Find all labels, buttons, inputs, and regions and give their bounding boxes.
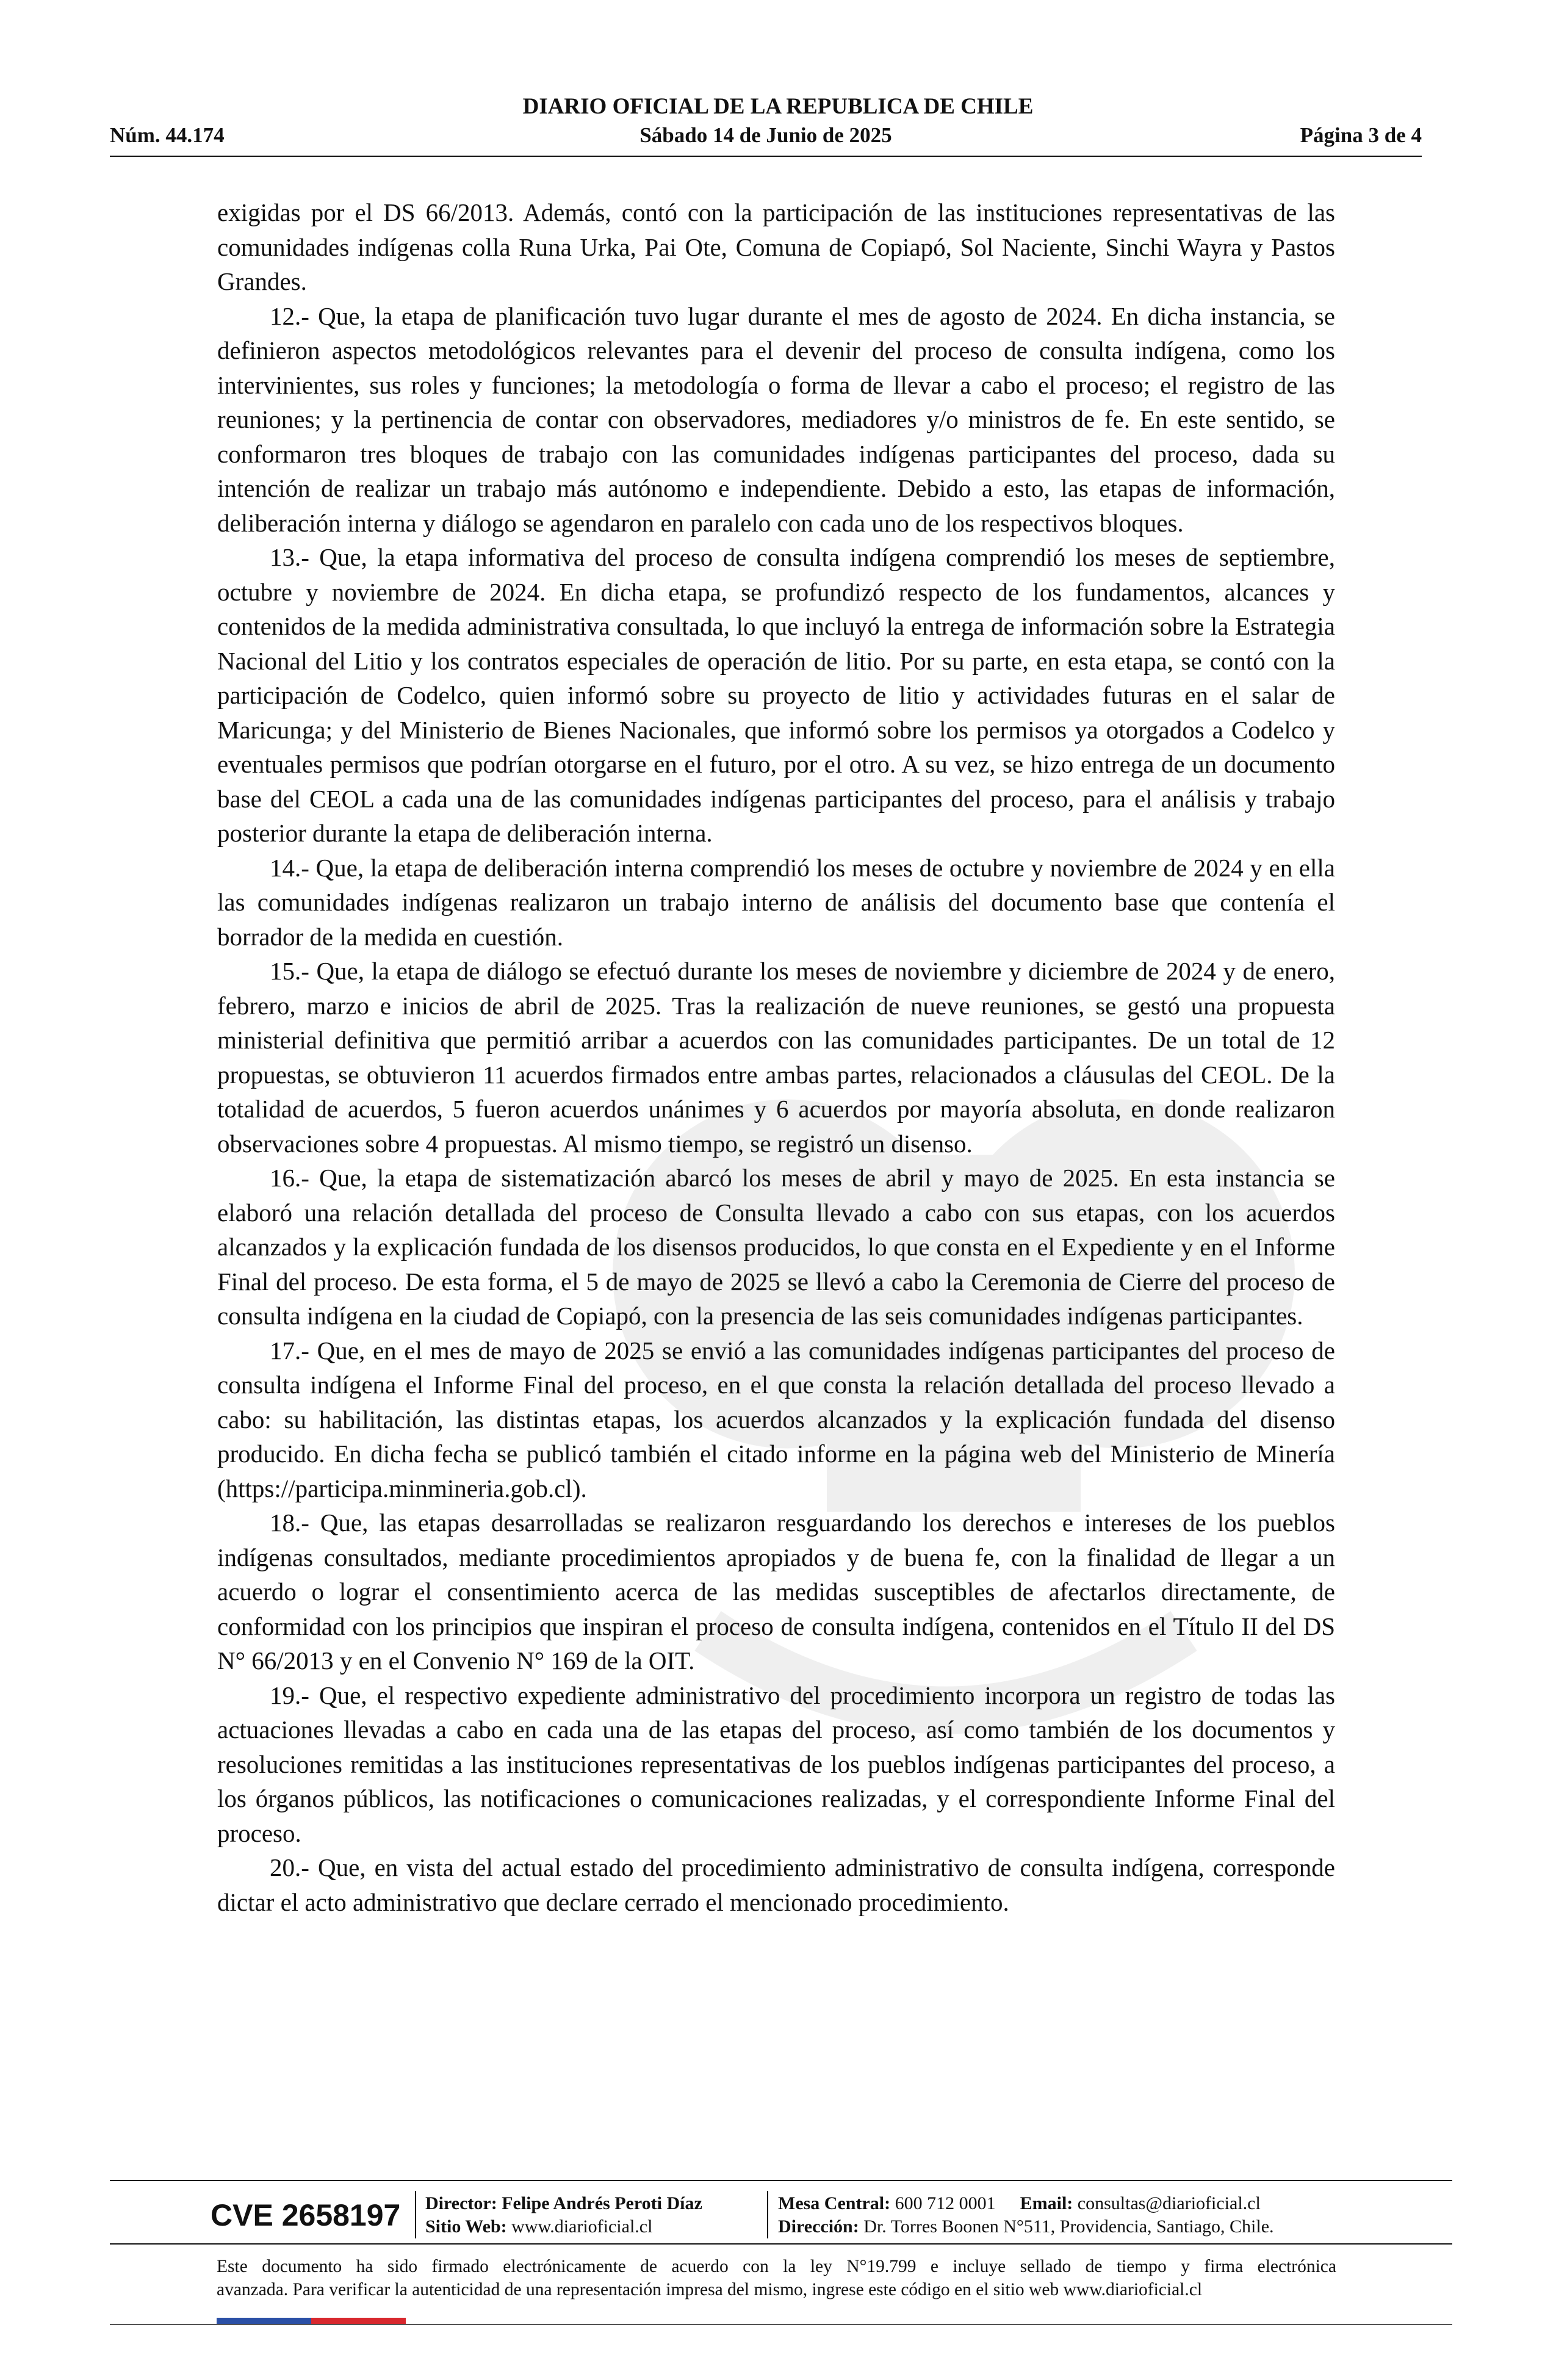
website-link[interactable]: www.diarioficial.cl <box>511 2216 653 2237</box>
footer-divider-bottom <box>110 2324 1452 2325</box>
issue-date: Sábado 14 de Junio de 2025 <box>639 123 892 147</box>
paragraph-20: 20.- Que, en vista del actual estado del procedimiento administrativo de consulta indígena, corresponde dictar el acto administrativo que declare cerrado el mencionado procedimiento. <box>217 1853 1335 1916</box>
director-name: Felipe Andrés Peroti Díaz <box>502 2193 702 2213</box>
paragraph-17: 17.- Que, en el mes de mayo de 2025 se envió a las comunidades indígenas participantes del proceso de consulta indígena el Informe Final del proceso, en el que consta la relación detallada del proceso llevado a cabo: su habilitación, las distintas etapas, los acuerdos alcanzados y la explicación fundada del disenso producido. En dicha fecha se publicó también el citado informe en la página web del Ministerio de Minería (https://participa.minmineria.gob.cl). <box>217 1336 1335 1502</box>
paragraph-continuation: exigidas por el DS 66/2013. Además, contó con la participación de las instituciones representativas de las comunidades indígenas colla Runa Urka, Pai Ote, Comuna de Copiapó, Sol Naciente, Sinchi Wayra y Pastos Grandes. <box>217 198 1335 295</box>
paragraph-14: 14.- Que, la etapa de deliberación interna comprendió los meses de octubre y noviembre de 2024 y en ella las comunidades indígenas realizaron un trabajo interno de análisis del documento base que contenía el borrador de la medida en cuestión. <box>217 853 1335 951</box>
footer-divider-mid <box>110 2243 1452 2245</box>
footer-divider-top <box>110 2180 1452 2181</box>
footer-director-block <box>425 2192 702 2238</box>
header-row <box>110 122 1422 149</box>
newspaper-title: DIARIO OFICIAL DE LA REPUBLICA DE CHILE <box>522 94 1034 119</box>
email-link[interactable]: consultas@diarioficial.cl <box>1077 2193 1261 2213</box>
verification-note-line-1: Este documento ha sido firmado electrónicamente de acuerdo con la ley N°19.799 e incluye sellado de tiempo y firma electrónica <box>217 2257 1336 2276</box>
paragraph-12: 12.- Que, la etapa de planificación tuvo lugar durante el mes de agosto de 2024. En dicha instancia, se definieron aspectos metodológicos relevantes para el devenir del proceso de consulta indígena, como los intervinientes, sus roles y funciones; la metodología o forma de llevar a cabo el proceso; el registro de las reuniones; y la pertinencia de contar con observadores, mediadores y/o ministros de fe. En este sentido, se conformaron tres bloques de trabajo con las comunidades indígenas participantes del proceso, dada su intención de realizar un trabajo más autónomo e independiente. Debido a esto, las etapas de información, deliberación interna y diálogo se agendaron en paralelo con cada uno de los respectivos bloques. <box>217 301 1335 537</box>
page-indicator: Página 3 de 4 <box>1300 123 1422 147</box>
cve-code: CVE 2658197 <box>211 2198 401 2232</box>
footer-contact-block <box>778 2192 1274 2238</box>
paragraph-18: 18.- Que, las etapas desarrolladas se realizaron resguardando los derechos e intereses de los pueblos indígenas consultados, mediante procedimientos apropiados y de buena fe, con la finalidad de llegar a un acuerdo o lograr el consentimiento acerca de las medidas susceptibles de afectarlos directamente, de conformidad con los principios que inspiran el proceso de consulta indígena, contenidos en el Título II del DS N° 66/2013 y en el Convenio N° 169 de la OIT. <box>217 1509 1335 1675</box>
verification-note <box>217 2255 1336 2301</box>
footer-separator <box>767 2191 768 2238</box>
address-label: Dirección: <box>778 2216 859 2237</box>
mesa-central-label: Mesa Central: <box>778 2193 891 2213</box>
paragraph-16: 16.- Que, la etapa de sistematización abarcó los meses de abril y mayo de 2025. En esta instancia se elaboró una relación detallada del proceso de Consulta llevado a cabo con sus etapas, con los acuerdos alcanzados y la explicación fundada de los disensos producidos, lo que consta en el Expediente y en el Informe Final del proceso. De esta forma, el 5 de mayo de 2025 se llevó a cabo la Ceremonia de Cierre del proceso de consulta indígena en la ciudad de Copiapó, con la presencia de las seis comunidades indígenas participantes. <box>217 1164 1335 1330</box>
mesa-central-phone: 600 712 0001 <box>895 2193 996 2213</box>
verification-note-line-2: avanzada. Para verificar la autenticidad de una representación impresa del mismo, ingrese este código en el sitio web www.diarioficial.cl <box>217 2280 1203 2299</box>
director-label: Director: <box>425 2193 497 2213</box>
header-divider <box>110 156 1422 157</box>
website-label: Sitio Web: <box>425 2216 507 2237</box>
paragraph-19: 19.- Que, el respectivo expediente administrativo del procedimiento incorpora un registro de todas las actuaciones llevadas a cabo en cada una de las etapas del proceso, así como también de los documentos y resoluciones remitidas a las instituciones representativas de los pueblos indígenas participantes del proceso, a los órganos públicos, las notificaciones o comunicaciones realizadas, y el correspondiente Informe Final del proceso. <box>217 1681 1335 1847</box>
paragraph-13: 13.- Que, la etapa informativa del proceso de consulta indígena comprendió los meses de septiembre, octubre y noviembre de 2024. En dicha etapa, se profundizó respecto de los fundamentos, alcances y contenidos de la medida administrativa consultada, lo que incluyó la entrega de información sobre la Estrategia Nacional del Litio y los contratos especiales de operación de litio. Por su parte, en esta etapa, se contó con la participación de Codelco, quien informó sobre su proyecto de litio y actividades futuras en el salar de Maricunga; y del Ministerio de Bienes Nacionales, que informó sobre los permisos ya otorgados a Codelco y eventuales permisos que podrían otorgarse en el futuro, por el otro. A su vez, se hizo entrega de un documento base del CEOL a cada una de las comunidades indígenas participantes del proceso, para el análisis y trabajo posterior durante la etapa de deliberación interna. <box>217 543 1335 847</box>
document-body <box>217 195 1335 1919</box>
address-value: Dr. Torres Boonen N°511, Providencia, Santiago, Chile. <box>863 2216 1274 2237</box>
email-label: Email: <box>1020 2193 1073 2213</box>
issue-number: Núm. 44.174 <box>110 123 225 147</box>
paragraph-15: 15.- Que, la etapa de diálogo se efectuó durante los meses de noviembre y diciembre de 2024 y de enero, febrero, marzo e inicios de abril de 2025. Tras la realización de nueve reuniones, se gestó una propuesta ministerial definitiva que permitió arribar a acuerdos con las comunidades participantes. De un total de 12 propuestas, se obtuvieron 11 acuerdos firmados entre ambas partes, relacionados a cláusulas del CEOL. De la totalidad de acuerdos, 5 fueron acuerdos unánimes y 6 acuerdos por mayoría absoluta, en donde realizaron observaciones sobre 4 propuestas. Al mismo tiempo, se registró un disenso. <box>217 957 1335 1158</box>
footer-separator <box>415 2191 416 2238</box>
